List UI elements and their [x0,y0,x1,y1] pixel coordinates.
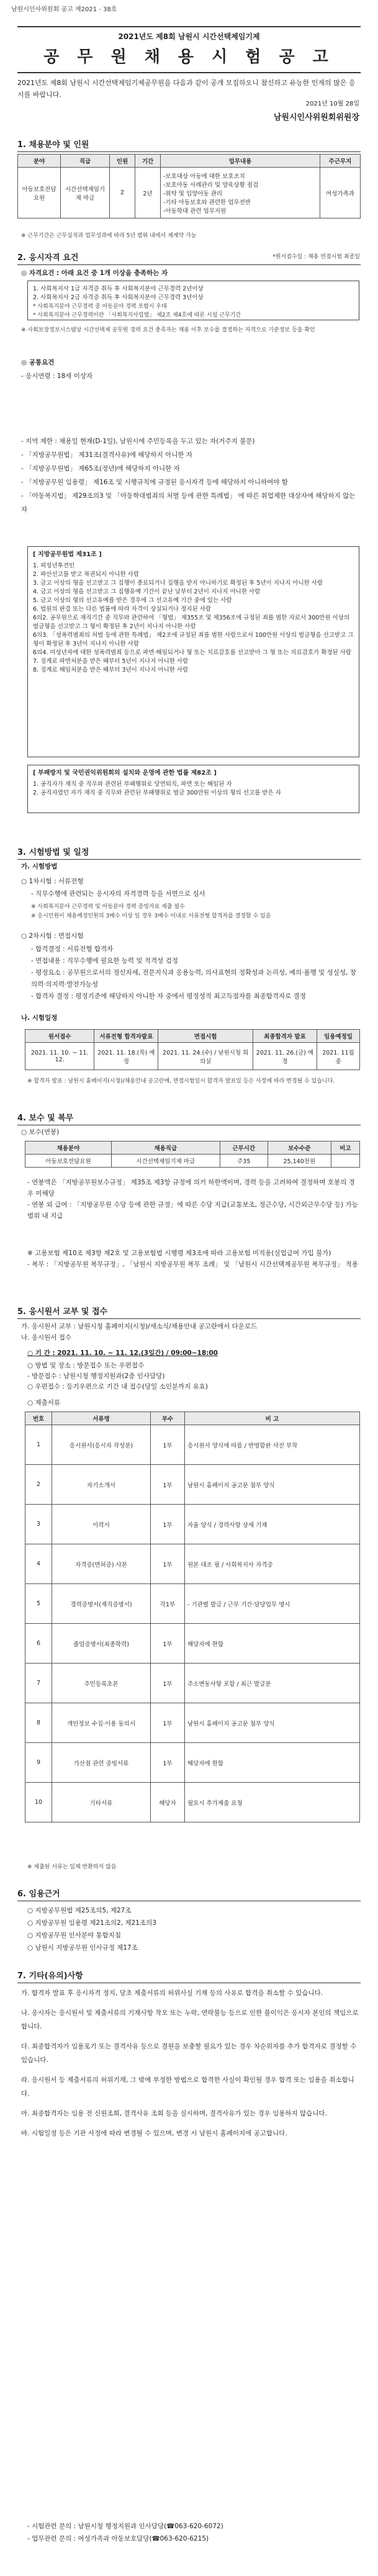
service-note: - 복무 : 「지방공무원 복무규정」, 「남원시 지방공무원 복무 조례」 및 「남원시 시간선택제공무원 복무규정」 적용 [27,1261,358,1268]
application-items [21,1321,361,1343]
table-row [25,1465,360,1505]
section-title-pay: 4. 보수 및 복무 [17,1111,361,1125]
application-item: 나. 응시원서 접수 [21,1334,72,1341]
disqualification-item: 7. 징계로 파면처분을 받은 때부터 5년이 지나지 아니한 사람 [33,658,189,665]
table-cell: 1부 [151,1664,185,1703]
table-cell: 개인정보 수집·이용 동의서 [52,1703,151,1743]
legal-basis-item: ○ 지방공무원 인사분야 통합지침 [27,1932,122,1939]
pay-note: - 연봉 외 급여 : 「지방공무원 수당 등에 관한 규정」에 따른 수당 지급(교통보조, 정근수당, 시간외근무수당 등) 가능 범위 내 지급 [27,1201,358,1220]
table-cell: 자율 양식 / 경력사항 상세 기재 [185,1505,360,1544]
duty-item: -기타 아동보호와 관련한 업무전반 [163,199,251,206]
duty-item: -보호대상 아동에 대한 보호조치 [163,173,245,180]
table-header: 서류명 [52,1412,151,1425]
application-method-item: - 방문접수 : 남원시청 행정지원과(2층 인사담당) [27,1372,165,1380]
cert-item: 2. 사회복지사 2급 자격증 취득 후 사회복지분야 근무경력 3년이상 [33,294,204,301]
table-cell: 남원시 홈페이지 공고문 첨부 양식 [185,1465,360,1505]
table-header: 최종합격자 발표 [253,1030,317,1043]
anticorruption-box [27,765,359,813]
requirement-item: - 지역 제한 : 채용일 현재(D-1일), 남원시에 주민등록을 두고 있는 자(거주지 불문) [21,438,255,445]
disqualification-item: 6. 법원의 판결 또는 다른 법률에 따라 자격이 상실되거나 정지된 사람 [33,606,212,613]
table-cell: 6 [25,1624,52,1664]
contact-item: - 업무관련 문의 : 여성가족과 아동보호담당(☎063-620-6215) [27,2535,209,2542]
cert-note: * 사회복지분야 근무경력 중 아동분야 경력 포함시 우대 [33,304,167,310]
table-cell: 응시원서 양식에 따름 / 반명함판 사진 부착 [185,1425,360,1465]
requirement-item: - 「아동복지법」 제29조의3 및 「아동학대범죄의 처벌 등에 관한 특례법」 에 따른 취업제한 대상자에 해당하지 않는 자 [21,492,356,513]
table-header: 보수수준 [268,1142,331,1155]
table-cell: 2021. 11. 26.(금) 예정 [253,1043,317,1070]
table-cell-duties [161,168,320,218]
table-cell: 시간선택제임기제 마급 [111,1155,220,1168]
anticorruption-title: [ 부패방지 및 국민권익위원회의 설치와 운영에 관한 법률 제82조 ] [33,770,217,777]
legal-basis-item: ○ 지방공무원 임용령 제21조의2, 제21조의3 [27,1919,156,1927]
pay-notes [27,1177,360,1222]
table-cell [331,1155,359,1168]
duty-item: -위탁 및 입양아동 관리 [163,190,223,197]
intro-paragraph: 2021년도 제8회 남원시 시간선택제임기제공무원을 다음과 같이 공개 모집하오니 참신하고 유능한 인재의 많은 응시를 바랍니다. [17,79,356,99]
duty-item: -아동학대 관련 업무지원 [163,207,227,215]
exam-stage-1-notes [31,903,360,921]
cert-requirement-box [27,281,359,320]
exam-schedule-note: ※ 합격자 발표 : 남원시 홈페이지(시청)/채용안내 공고란에, 면접시험일시 합격자 발표일 등은 사정에 따라 변경될 수 있습니다. [27,1078,335,1084]
exam-note: ※ 응시인원이 채용예정인원의 3배수 이상 일 경우 3배수 이내로 서류전형 합격자를 결정할 수 있음 [31,913,271,919]
disqualification-item: 8. 징계로 해임처분을 받은 때부터 3년이 지나지 아니한 사람 [33,667,189,673]
exam-method-heading: 가. 시험방법 [21,863,58,870]
table-header: 면접시험 [158,1030,253,1043]
legal-basis-item: ○ 지방공무원법 제25조의5, 제27조 [27,1907,132,1914]
application-method-item: ○ 우편접수 : 등기우편으로 기간 내 접수(당일 소인분까지 유효) [27,1383,209,1390]
table-header: 서류전형 합격자발표 [94,1030,158,1043]
announcement-title: 공 무 원 채 용 시 험 공 고 [43,48,335,66]
legal-basis-list [27,1904,360,1954]
age-requirement: - 응시연령 : 18세 이상자 [21,372,93,380]
table-header: 근무시간 [220,1142,268,1155]
section-title-exam: 3. 시험방법 및 일정 [17,845,361,860]
table-cell: 주35 [220,1155,268,1168]
table-cell: 주소변동사항 포함 / 최근 발급분 [185,1664,360,1703]
table-cell: 2021. 11월 중 [317,1043,359,1070]
table-header: 직급 [61,155,110,168]
exam-stage-2-list [31,943,360,1002]
section-title-recruitment: 1. 채용분야 및 인원 [17,138,361,152]
requirement-item: - 「지방공무원 임용령」 제16조 및 시행규칙에 규정된 응시자격 등에 해당하지 아니하여야 함 [21,479,288,486]
table-row [25,1544,360,1584]
table-cell: 1부 [151,1624,185,1664]
table-header: 인원 [110,155,135,168]
table-cell: 8 [25,1703,52,1743]
documents-heading: ○ 제출서류 [27,1399,61,1407]
exam-stage-2: ○ 2차시험 : 면접시험 [21,932,84,940]
application-period [27,1348,360,1359]
contact-item: - 시험관련 문의 : 남원시청 행정지원과 인사담당(☎063-620-6072) [27,2523,223,2530]
table-cell: 4 [25,1544,52,1584]
recruitment-table [17,154,361,218]
title-box [17,26,361,73]
table-header: 채용직급 [111,1142,220,1155]
table-cell-field: 아동보호전담요원 [18,168,61,218]
legal-basis-item: ○ 남원시 지방공무원 인사규정 제17조 [27,1944,138,1952]
common-requirement-list [21,435,361,516]
notes-list [21,1986,360,2146]
disqualification-item: 6의4. 미성년자에 대한 성폭력범죄 등으로 파면·해임되거나 형 또는 치료감호를 선고받아 그 형 또는 치료감호가 확정된 사람 [33,649,352,656]
qualification-note: *원서접수일 : 채용 면접시험 최종일 [272,254,360,260]
table-header: 분야 [18,155,61,168]
announcement-number: 남원시인사위원회 공고 제2021 - 38호 [11,6,117,13]
requirement-item: - 「지방공무원법」 제65조(정년)에 해당하지 아니한 자 [21,465,180,472]
pay-heading: ○ 보수(연봉) [21,1128,60,1136]
table-cell: 해당자에 한함 [185,1743,360,1783]
exam-note: ※ 사회복지분야 근무경력 및 아동분야 경력 증빙자료 제출 필수 [31,904,185,910]
anticorruption-item: 1. 공직자가 재직 중 직무와 관련된 부패행위로 당연퇴직, 파면 또는 해임된 자 [33,781,232,788]
disqualification-box [27,546,359,757]
table-header: 비고 [331,1142,359,1155]
requirement-item: - 「지방공무원법」 제31조(결격사유)에 해당하지 아니한 자 [21,451,193,459]
table-cell-grade: 시간선택제임기제 마급 [61,168,110,218]
exam-stage-1: ○ 1차시험 : 서류전형 [21,878,84,885]
qualification-extra-note: ※ 사회보장정보시스템상 시간선택제 공무원 경력 요건 충족자는 채용 이후 보수를 결정하는 자격으로 기준정보 등을 확인 [21,327,315,333]
application-method [27,1361,360,1392]
pay-note: - 연봉액은 「지방공무원보수규정」 제35조 제3항 규정에 의거 하한액이며, 경력 등을 고려하여 결정하며 호봉의 경우 미해당 [27,1179,355,1197]
disqualification-item: 3. 금고 이상의 형을 선고받고 그 집행이 종료되거나 집행을 받지 아니하기로 확정된 후 5년이 지나지 아니한 사람 [33,580,323,587]
table-header: 비 고 [185,1412,360,1425]
table-cell: 1부 [151,1465,185,1505]
issuing-organization: 남원시인사위원회위원장 [273,113,359,122]
table-cell: 필요시 추가제출 요청 [185,1783,360,1822]
table-cell: 3 [25,1505,52,1544]
note-item: 바. 시험일정 등은 기관 사정에 따라 변경될 수 있으며, 변경 시 남원시 홈페이지에 공고합니다. [21,2130,287,2137]
common-requirement-heading: ◎ 공통요건 [21,359,55,366]
table-cell: 1부 [151,1544,185,1584]
section-title-notes: 7. 기타(유의)사항 [17,1969,361,1983]
table-cell: 25,140천원 [268,1155,331,1168]
application-item: 가. 응시원서 교부 : 남원시청 홈페이지(시청)/새소식/채용안내 공고란에서 다운로드 [21,1323,258,1330]
table-cell: 졸업증명서(최종학력) [52,1624,151,1664]
table-header: 업무내용 [161,155,320,168]
table-cell: 2021. 11. 10. ~ 11. 12. [25,1043,94,1070]
disqualification-title: [ 지방공무원법 제31조 ] [33,551,102,558]
note-item: 나. 응시자는 응시원서 및 제출서류의 기재사항 착오 또는 누락, 연락불능 등으로 인한 불이익은 응시자 본인의 책임으로 합니다. [21,2009,359,2030]
documents-table [25,1412,360,1822]
cert-note: * 사회복지분야 근무경력이란 「사회복지사업법」 제2조 제4호에 따른 시설 근무기간 [33,312,241,318]
exam-stage-1-desc: - 직무수행에 관련되는 응시자의 자격경력 등을 서면으로 심사 [31,890,205,898]
table-cell: 1부 [151,1743,185,1783]
disqualification-item: 5. 금고 이상의 형의 선고유예를 받은 경우에 그 선고유예 기간 중에 있는 사람 [33,597,232,604]
disqualification-item: 6의2. 공무원으로 재직기간 중 직무와 관련하여 「형법」 제355조 및 제356조에 규정된 죄를 범한 자로서 300만원 이상의 벌금형을 선고받고 그 형이 확정된 후 2년이 지나지 아니한 사람 [33,615,350,630]
table-cell-count: 2 [110,168,135,218]
table-cell: 이력서 [52,1505,151,1544]
table-cell: 해당자에 한함 [185,1624,360,1664]
anticorruption-item: 2. 공직자였던 자가 재직 중 직무와 관련된 부패행위로 벌금 300만원 이상의 형의 선고를 받은 자 [33,790,281,796]
note-item: 가. 합격자 발표 후 응시자격 정지, 당초 제출서류의 허위사실 기재 등의 사유로 합격을 취소할 수 있습니다. [21,1989,323,1997]
table-row [25,1703,360,1743]
table-cell: 가산점 관련 증빙서류 [52,1743,151,1783]
table-cell: - 기관별 발급 / 근무 기간·담당업무 명시 [185,1584,360,1624]
table-cell: 2021. 11. 18.(목) 예정 [94,1043,158,1070]
table-cell: 5 [25,1584,52,1624]
table-cell: 남원시 홈페이지 공고문 첨부 양식 [185,1703,360,1743]
exam-stage-2-item: - 평정요소 : 공무원으로서의 정신자세, 전문지식과 응용능력, 의사표현의 정확성과 논리성, 예의·품행 및 성실성, 창의력·의지력·발전가능성 [31,969,356,988]
table-row [25,1584,360,1624]
exam-stage-2-item: - 합격자 결정 : 평정기준에 해당하지 아니한 자 중에서 평정성적 최고득점자를 최종합격자로 결정 [31,993,306,1000]
table-cell: 자기소개서 [52,1465,151,1505]
table-cell-location: 여성가족과 [320,168,361,218]
table-row [25,1624,360,1664]
table-cell: 각1부 [151,1584,185,1624]
table-row [25,1664,360,1703]
table-cell: 2021. 11. 24.(수) / 남원시청 회의실 [158,1043,253,1070]
table-cell: 7 [25,1664,52,1703]
disqualification-item: 2. 파산선고를 받고 복권되지 아니한 사람 [33,571,139,578]
exam-schedule-table [25,1029,360,1070]
table-header: 번호 [25,1412,52,1425]
table-cell: 해당자 [151,1783,185,1822]
table-cell: 1부 [151,1425,185,1465]
contact-list [27,2520,360,2545]
disqualification-item: 6의3. 「성폭력범죄의 처벌 등에 관한 특례법」 제2조에 규정된 죄를 범한 사람으로서 100만원 이상의 벌금형을 선고받고 그 형이 확정된 후 3년이 지나지 아니한 사람 [33,632,354,647]
table-row [25,1505,360,1544]
section-title-qualification: 2. 응시자격 요건 [17,251,361,265]
recruitment-footnote: ※ 근무기간은 근무실적과 업무성과에 따라 5년 범위 내에서 재계약 가능 [21,233,197,239]
table-cell: 아동보호전담요원 [25,1155,112,1168]
disqualification-item: 1. 피성년후견인 [33,562,75,569]
table-header: 기간 [135,155,161,168]
table-header: 주근무지 [320,155,361,168]
table-cell: 기타서류 [52,1783,151,1822]
table-cell: 9 [25,1743,52,1783]
table-cell: 1 [25,1425,52,1465]
table-cell: 원본 대조 필 / 사회복지사 자격증 [185,1544,360,1584]
service-note: ※ 고용보험 제10조 제3항 제2호 및 고용보험법 시행령 제3조에 따라 고용보험 미적용(실업급여 가입 불가) [27,1250,331,1257]
application-method-item: ○ 방법 및 장소 : 방문접수 또는 우편접수 [27,1362,145,1369]
cert-item: 1. 사회복지사 1급 자격증 취득 후 사회복지분야 근무경력 2년이상 [33,286,204,292]
disqualification-item: 4. 금고 이상의 형을 선고받고 그 집행유예 기간이 끝난 날부터 2년이 지나지 아니한 사람 [33,588,261,595]
application-period-text: ○ 기 간 : 2021. 11. 10. ~ 11. 12.(3일간) / 09:00~18:00 [27,1349,218,1357]
table-cell: 1부 [151,1703,185,1743]
table-header: 채용분야 [25,1142,112,1155]
documents-note: ※ 제출된 서류는 일체 반환하지 않음 [27,1864,117,1870]
announcement-subtitle: 2021년도 제8회 남원시 시간선택제임기제 [118,32,260,41]
table-header: 부수 [151,1412,185,1425]
table-row [25,1783,360,1822]
pay-table [25,1141,360,1168]
table-cell-period: 2년 [135,168,161,218]
table-cell: 주민등록초본 [52,1664,151,1703]
note-item: 마. 최종합격자는 임용 전 신원조회, 결격사유 조회 등을 실시하며, 결격사유가 있는 경우 임용하지 않습니다. [21,2110,327,2117]
cert-requirement-heading: ◎ 자격요건 : 아래 요건 중 1개 이상을 충족하는 자 [21,269,168,277]
table-cell: 응시원서(응시자 작성분) [52,1425,151,1465]
service-notes [27,1248,360,1270]
table-header: 원서접수 [25,1030,94,1043]
table-row [25,1425,360,1465]
note-item: 라. 응시원서 등 제출서류의 허위기재, 그 밖에 부정한 방법으로 합격한 사실이 확인될 경우 합격 또는 임용을 취소합니다. [21,2076,354,2097]
exam-stage-2-item: - 합격결정 : 서류전형 합격자 [31,945,114,953]
table-cell: 1부 [151,1505,185,1544]
duty-item: -보호아동 사례관리 및 양육상황 점검 [163,181,259,189]
table-row [25,1743,360,1783]
table-cell: 10 [25,1783,52,1822]
section-title-legal-basis: 6. 임용근거 [17,1887,361,1901]
exam-schedule-heading: 나. 시험일정 [21,1014,58,1022]
announcement-date: 2021년 10월 28일 [305,101,359,107]
note-item: 다. 최종합격자가 임용포기 또는 결격사유 등으로 결원을 보충할 필요가 있는 경우 차순위자를 추가 합격자로 결정할 수 있습니다. [21,2043,357,2064]
section-title-application: 5. 응시원서 교부 및 접수 [17,1305,361,1319]
exam-stage-2-item: - 면접내용 : 직무수행에 필요한 능력 및 적격성 검정 [31,957,178,965]
table-cell: 2 [25,1465,52,1505]
table-cell: 경력증명서(재직증명서) [52,1584,151,1624]
table-header: 임용예정일 [317,1030,359,1043]
table-cell: 자격증(면허증) 사본 [52,1544,151,1584]
